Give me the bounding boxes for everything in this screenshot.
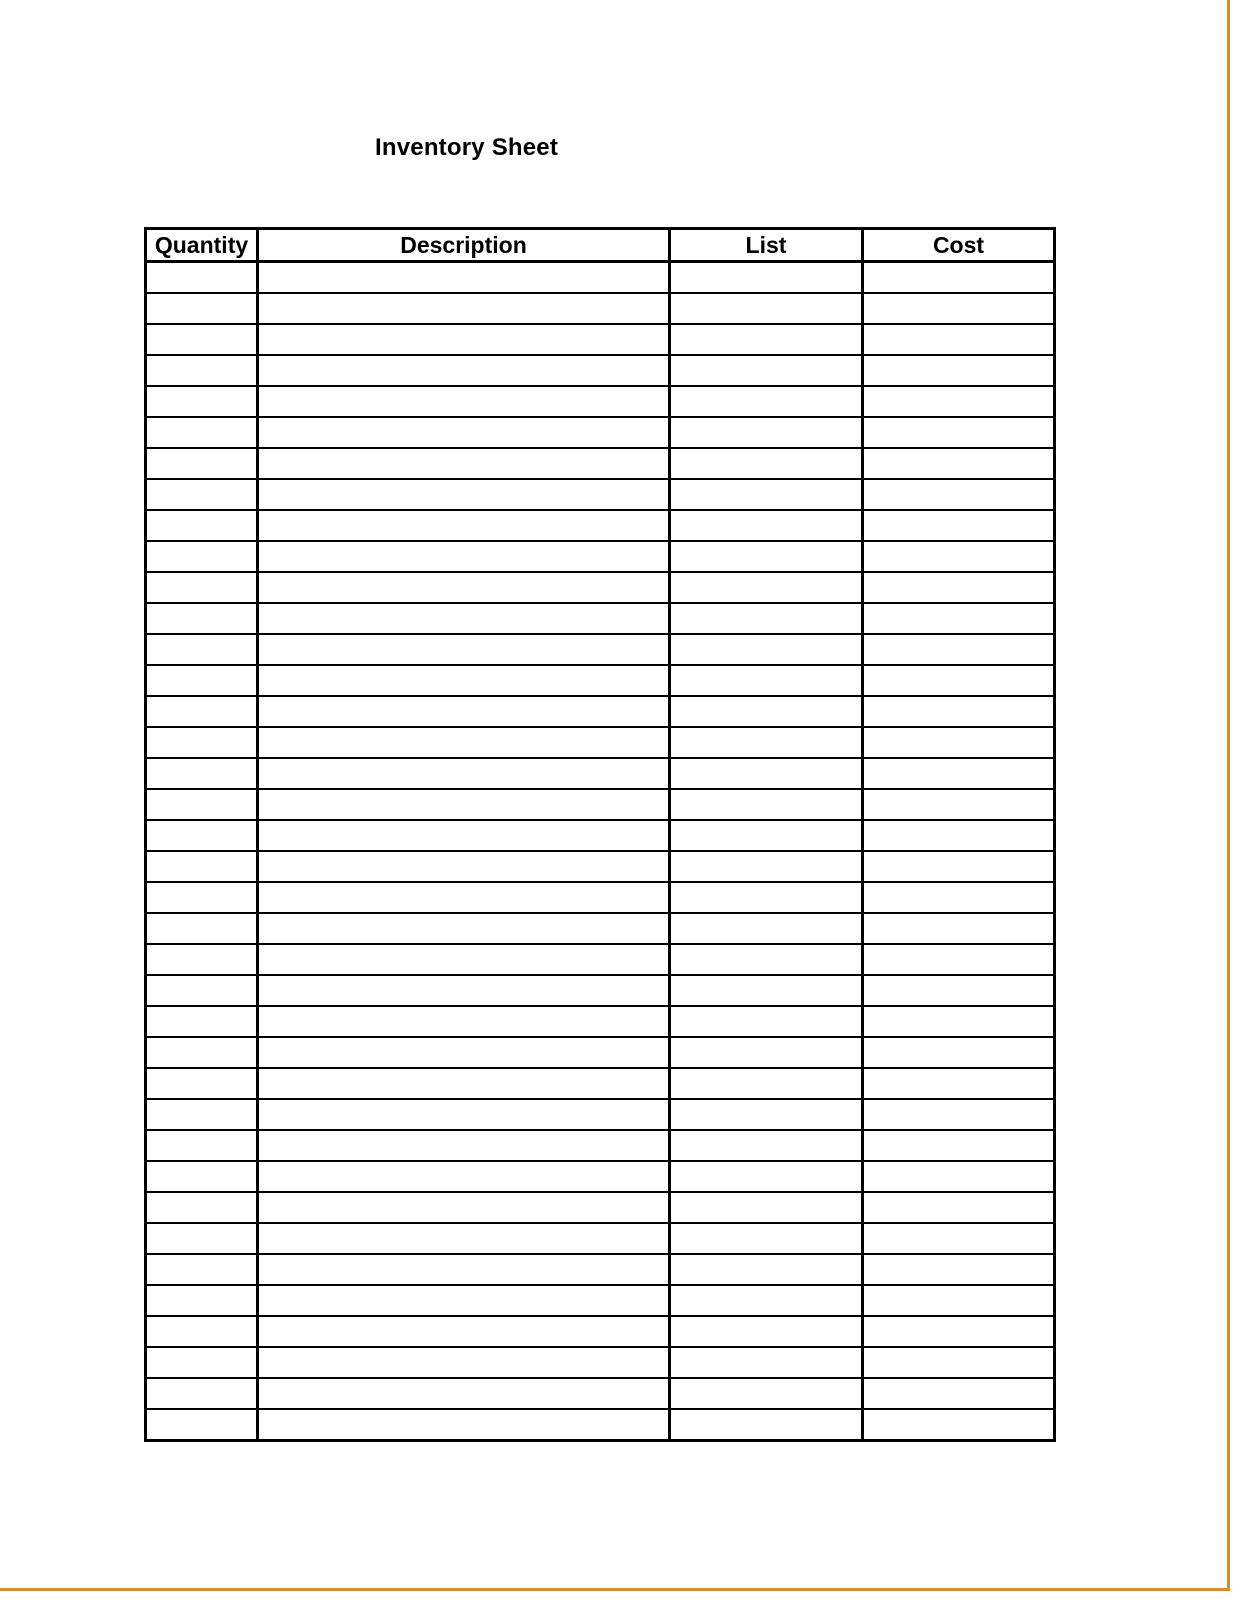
description-cell[interactable] xyxy=(258,355,670,386)
list-cell[interactable] xyxy=(670,1037,863,1068)
table-row xyxy=(146,665,1055,696)
quantity-cell[interactable] xyxy=(146,1409,258,1441)
cost-cell[interactable] xyxy=(863,758,1055,789)
cost-cell[interactable] xyxy=(863,1254,1055,1285)
list-cell[interactable] xyxy=(670,727,863,758)
list-cell[interactable] xyxy=(670,975,863,1006)
description-cell[interactable] xyxy=(258,913,670,944)
column-header-cost: Cost xyxy=(863,229,1055,262)
description-cell[interactable] xyxy=(258,386,670,417)
description-cell[interactable] xyxy=(258,510,670,541)
table-row xyxy=(146,1254,1055,1285)
quantity-cell[interactable] xyxy=(146,696,258,727)
quantity-cell[interactable] xyxy=(146,1068,258,1099)
cost-cell[interactable] xyxy=(863,1192,1055,1223)
description-cell[interactable] xyxy=(258,262,670,294)
cost-cell[interactable] xyxy=(863,1223,1055,1254)
list-cell[interactable] xyxy=(670,1409,863,1441)
cost-cell[interactable] xyxy=(863,541,1055,572)
table-row xyxy=(146,355,1055,386)
quantity-cell[interactable] xyxy=(146,386,258,417)
description-cell[interactable] xyxy=(258,665,670,696)
description-cell[interactable] xyxy=(258,1161,670,1192)
list-cell[interactable] xyxy=(670,820,863,851)
quantity-cell[interactable] xyxy=(146,634,258,665)
cost-cell[interactable] xyxy=(863,448,1055,479)
list-cell[interactable] xyxy=(670,1347,863,1378)
list-cell[interactable] xyxy=(670,882,863,913)
quantity-cell[interactable] xyxy=(146,882,258,913)
cost-cell[interactable] xyxy=(863,355,1055,386)
description-cell[interactable] xyxy=(258,1130,670,1161)
cost-cell[interactable] xyxy=(863,510,1055,541)
quantity-cell[interactable] xyxy=(146,324,258,355)
quantity-cell[interactable] xyxy=(146,665,258,696)
cost-cell[interactable] xyxy=(863,572,1055,603)
description-cell[interactable] xyxy=(258,820,670,851)
cost-cell[interactable] xyxy=(863,665,1055,696)
cost-cell[interactable] xyxy=(863,1130,1055,1161)
cost-cell[interactable] xyxy=(863,1068,1055,1099)
list-cell[interactable] xyxy=(670,293,863,324)
table-row xyxy=(146,324,1055,355)
quantity-cell[interactable] xyxy=(146,727,258,758)
cost-cell[interactable] xyxy=(863,293,1055,324)
table-row xyxy=(146,1316,1055,1347)
table-row xyxy=(146,603,1055,634)
description-cell[interactable] xyxy=(258,975,670,1006)
description-cell[interactable] xyxy=(258,1347,670,1378)
table-body xyxy=(146,262,1055,1441)
table-row xyxy=(146,417,1055,448)
cost-cell[interactable] xyxy=(863,1037,1055,1068)
description-cell[interactable] xyxy=(258,1223,670,1254)
quantity-cell[interactable] xyxy=(146,1378,258,1409)
column-header-quantity: Quantity xyxy=(146,229,258,262)
quantity-cell[interactable] xyxy=(146,572,258,603)
quantity-cell[interactable] xyxy=(146,789,258,820)
table-row xyxy=(146,1223,1055,1254)
description-cell[interactable] xyxy=(258,944,670,975)
cost-cell[interactable] xyxy=(863,1378,1055,1409)
list-cell[interactable] xyxy=(670,417,863,448)
list-cell[interactable] xyxy=(670,603,863,634)
table-row xyxy=(146,758,1055,789)
cost-cell[interactable] xyxy=(863,634,1055,665)
description-cell[interactable] xyxy=(258,1037,670,1068)
description-cell[interactable] xyxy=(258,479,670,510)
description-cell[interactable] xyxy=(258,572,670,603)
description-cell[interactable] xyxy=(258,324,670,355)
table-row xyxy=(146,1192,1055,1223)
description-cell[interactable] xyxy=(258,727,670,758)
list-cell[interactable] xyxy=(670,1192,863,1223)
list-cell[interactable] xyxy=(670,572,863,603)
description-cell[interactable] xyxy=(258,1192,670,1223)
list-cell[interactable] xyxy=(670,355,863,386)
table-row xyxy=(146,975,1055,1006)
quantity-cell[interactable] xyxy=(146,1006,258,1037)
quantity-cell[interactable] xyxy=(146,1285,258,1316)
table-row xyxy=(146,386,1055,417)
cost-cell[interactable] xyxy=(863,1409,1055,1441)
table-row xyxy=(146,851,1055,882)
cost-cell[interactable] xyxy=(863,727,1055,758)
table-row xyxy=(146,1068,1055,1099)
description-cell[interactable] xyxy=(258,1006,670,1037)
quantity-cell[interactable] xyxy=(146,1316,258,1347)
cost-cell[interactable] xyxy=(863,324,1055,355)
list-cell[interactable] xyxy=(670,541,863,572)
quantity-cell[interactable] xyxy=(146,262,258,294)
list-cell[interactable] xyxy=(670,944,863,975)
cost-cell[interactable] xyxy=(863,851,1055,882)
description-cell[interactable] xyxy=(258,789,670,820)
quantity-cell[interactable] xyxy=(146,541,258,572)
cost-cell[interactable] xyxy=(863,1006,1055,1037)
cost-cell[interactable] xyxy=(863,417,1055,448)
table-row xyxy=(146,1099,1055,1130)
list-cell[interactable] xyxy=(670,479,863,510)
table-row xyxy=(146,541,1055,572)
cost-cell[interactable] xyxy=(863,696,1055,727)
cost-cell[interactable] xyxy=(863,913,1055,944)
list-cell[interactable] xyxy=(670,1223,863,1254)
quantity-cell[interactable] xyxy=(146,1099,258,1130)
list-cell[interactable] xyxy=(670,851,863,882)
description-cell[interactable] xyxy=(258,417,670,448)
description-cell[interactable] xyxy=(258,1316,670,1347)
quantity-cell[interactable] xyxy=(146,1037,258,1068)
list-cell[interactable] xyxy=(670,1254,863,1285)
table-row xyxy=(146,1378,1055,1409)
column-header-list: List xyxy=(670,229,863,262)
description-cell[interactable] xyxy=(258,1254,670,1285)
list-cell[interactable] xyxy=(670,634,863,665)
description-cell[interactable] xyxy=(258,1285,670,1316)
list-cell[interactable] xyxy=(670,510,863,541)
quantity-cell[interactable] xyxy=(146,820,258,851)
table-row xyxy=(146,572,1055,603)
description-cell[interactable] xyxy=(258,696,670,727)
list-cell[interactable] xyxy=(670,696,863,727)
cost-cell[interactable] xyxy=(863,1347,1055,1378)
quantity-cell[interactable] xyxy=(146,975,258,1006)
cost-cell[interactable] xyxy=(863,603,1055,634)
description-cell[interactable] xyxy=(258,851,670,882)
table-row xyxy=(146,510,1055,541)
cost-cell[interactable] xyxy=(863,262,1055,294)
description-cell[interactable] xyxy=(258,758,670,789)
description-cell[interactable] xyxy=(258,634,670,665)
description-cell[interactable] xyxy=(258,541,670,572)
quantity-cell[interactable] xyxy=(146,603,258,634)
quantity-cell[interactable] xyxy=(146,355,258,386)
page-title: Inventory Sheet xyxy=(375,134,559,161)
list-cell[interactable] xyxy=(670,1006,863,1037)
quantity-cell[interactable] xyxy=(146,510,258,541)
table-row xyxy=(146,882,1055,913)
description-cell[interactable] xyxy=(258,1068,670,1099)
table-row xyxy=(146,1037,1055,1068)
list-cell[interactable] xyxy=(670,665,863,696)
table-row xyxy=(146,1347,1055,1378)
description-cell[interactable] xyxy=(258,1378,670,1409)
list-cell[interactable] xyxy=(670,913,863,944)
cost-cell[interactable] xyxy=(863,820,1055,851)
table-header-row xyxy=(146,229,1055,262)
quantity-cell[interactable] xyxy=(146,1254,258,1285)
cost-cell[interactable] xyxy=(863,1161,1055,1192)
table-row xyxy=(146,820,1055,851)
table-row xyxy=(146,1006,1055,1037)
list-cell[interactable] xyxy=(670,789,863,820)
quantity-cell[interactable] xyxy=(146,1130,258,1161)
list-cell[interactable] xyxy=(670,386,863,417)
table-row xyxy=(146,262,1055,294)
inventory-table xyxy=(144,227,1056,1442)
table-row xyxy=(146,1161,1055,1192)
table-row xyxy=(146,634,1055,665)
table-row xyxy=(146,913,1055,944)
quantity-cell[interactable] xyxy=(146,417,258,448)
table-row xyxy=(146,293,1055,324)
quantity-cell[interactable] xyxy=(146,293,258,324)
cost-cell[interactable] xyxy=(863,882,1055,913)
quantity-cell[interactable] xyxy=(146,944,258,975)
list-cell[interactable] xyxy=(670,1285,863,1316)
quantity-cell[interactable] xyxy=(146,1161,258,1192)
list-cell[interactable] xyxy=(670,1378,863,1409)
list-cell[interactable] xyxy=(670,1130,863,1161)
table-row xyxy=(146,727,1055,758)
table-row xyxy=(146,789,1055,820)
cost-cell[interactable] xyxy=(863,789,1055,820)
description-cell[interactable] xyxy=(258,448,670,479)
list-cell[interactable] xyxy=(670,1068,863,1099)
cost-cell[interactable] xyxy=(863,1316,1055,1347)
quantity-cell[interactable] xyxy=(146,758,258,789)
quantity-cell[interactable] xyxy=(146,913,258,944)
list-cell[interactable] xyxy=(670,448,863,479)
list-cell[interactable] xyxy=(670,1161,863,1192)
table-row xyxy=(146,1285,1055,1316)
quantity-cell[interactable] xyxy=(146,448,258,479)
cost-cell[interactable] xyxy=(863,1099,1055,1130)
description-cell[interactable] xyxy=(258,1099,670,1130)
list-cell[interactable] xyxy=(670,1316,863,1347)
table-row xyxy=(146,1130,1055,1161)
cost-cell[interactable] xyxy=(863,386,1055,417)
cost-cell[interactable] xyxy=(863,1285,1055,1316)
list-cell[interactable] xyxy=(670,1099,863,1130)
table-row xyxy=(146,448,1055,479)
quantity-cell[interactable] xyxy=(146,479,258,510)
description-cell[interactable] xyxy=(258,1409,670,1441)
cost-cell[interactable] xyxy=(863,944,1055,975)
table-row xyxy=(146,696,1055,727)
table-row xyxy=(146,1409,1055,1441)
table-row xyxy=(146,944,1055,975)
list-cell[interactable] xyxy=(670,324,863,355)
cost-cell[interactable] xyxy=(863,479,1055,510)
column-header-description: Description xyxy=(258,229,670,262)
quantity-cell[interactable] xyxy=(146,1347,258,1378)
list-cell[interactable] xyxy=(670,758,863,789)
list-cell[interactable] xyxy=(670,262,863,294)
quantity-cell[interactable] xyxy=(146,1223,258,1254)
cost-cell[interactable] xyxy=(863,975,1055,1006)
description-cell[interactable] xyxy=(258,293,670,324)
quantity-cell[interactable] xyxy=(146,1192,258,1223)
table-row xyxy=(146,479,1055,510)
description-cell[interactable] xyxy=(258,882,670,913)
description-cell[interactable] xyxy=(258,603,670,634)
quantity-cell[interactable] xyxy=(146,851,258,882)
